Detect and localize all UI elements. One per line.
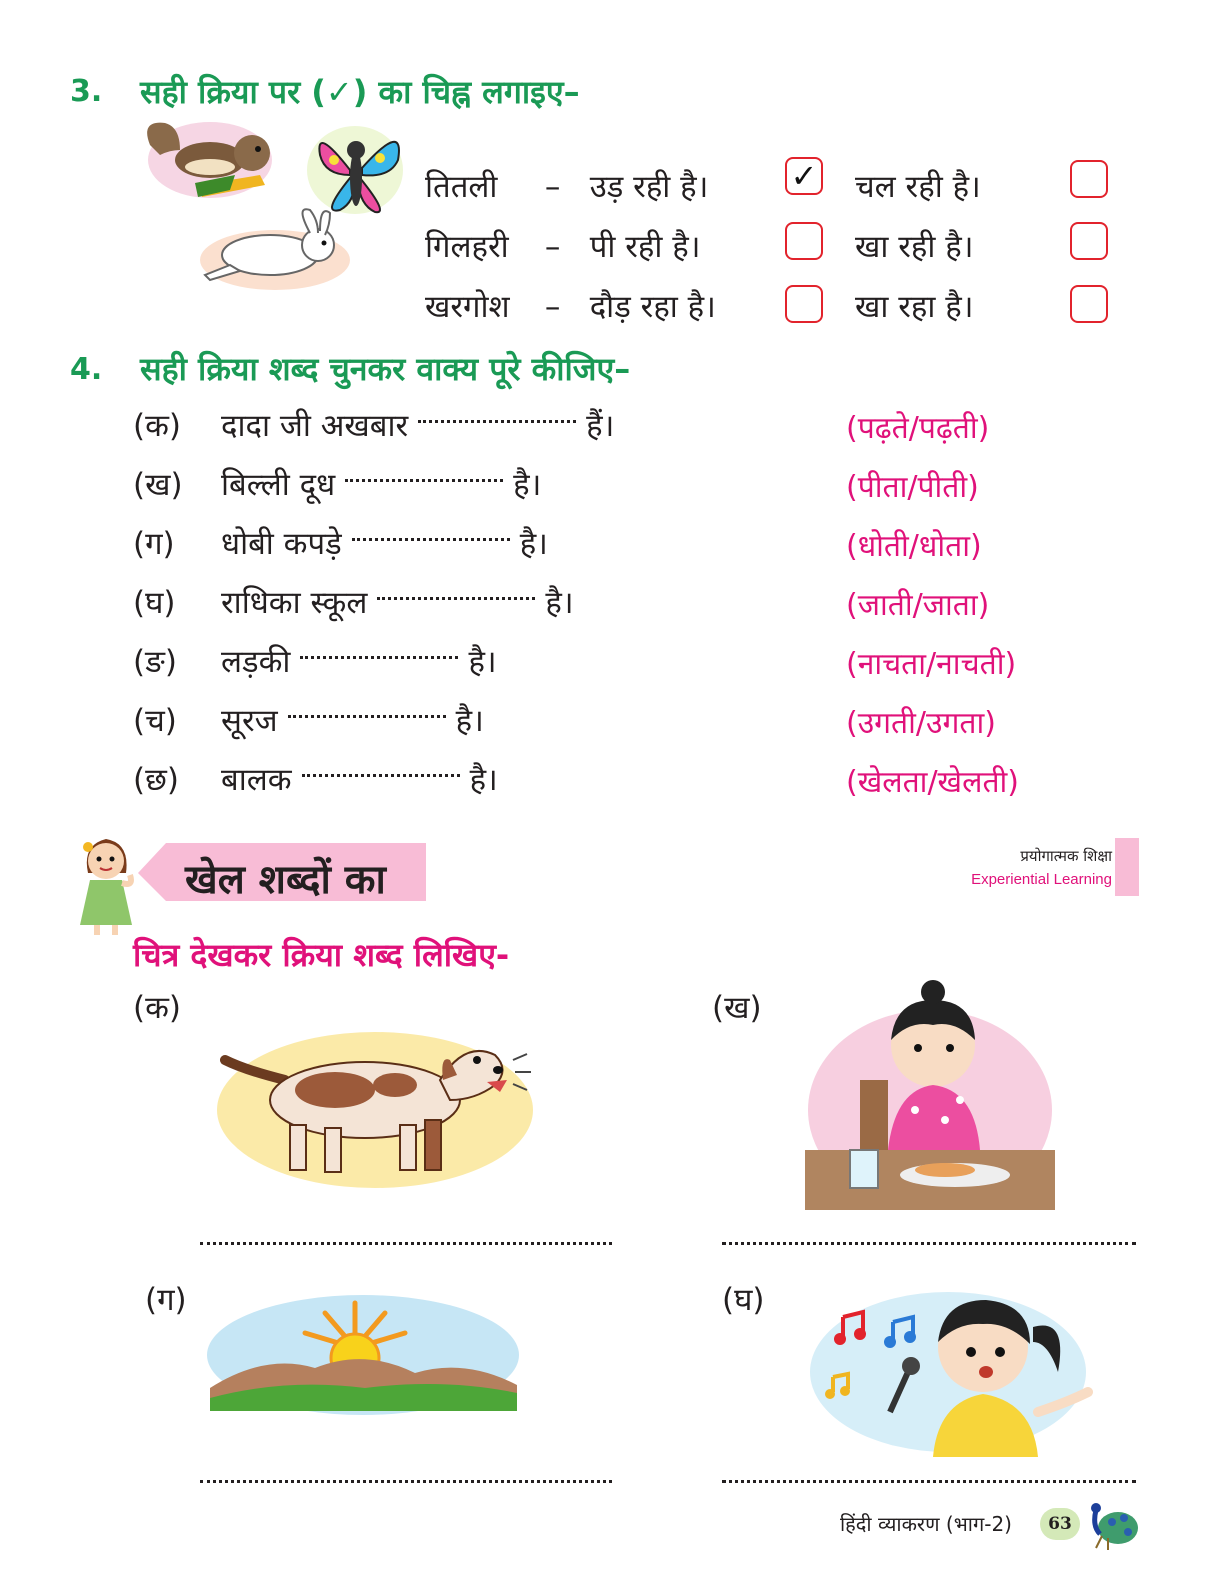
- q4-item-label: (ङ): [133, 644, 177, 680]
- q4-item-label: (क): [133, 408, 181, 444]
- q4-item: [133, 522, 548, 564]
- q4-number: 4.: [70, 352, 103, 387]
- q4-item-options: (पीता/पीती): [846, 470, 979, 505]
- q3-row-2: [425, 225, 700, 267]
- q4-item-end: है।: [519, 526, 548, 562]
- q3-checkbox-2b[interactable]: [1070, 222, 1108, 260]
- girl-eating-icon: [805, 980, 1055, 1215]
- q4-item-options: (नाचता/नाचती): [846, 647, 1017, 682]
- q4-item: [133, 404, 614, 446]
- q3-dash: –: [544, 169, 561, 205]
- q3-option-1: दौड़ रहा है।: [589, 289, 716, 325]
- q3-option-2: खा रही है।: [855, 229, 974, 265]
- q3-checkbox-1b[interactable]: [1070, 160, 1108, 198]
- q4-item: [133, 640, 497, 682]
- q4-item: [133, 581, 574, 623]
- answer-blank[interactable]: [300, 656, 458, 659]
- answer-blank[interactable]: [288, 715, 446, 718]
- girl-mascot-illustration: [68, 825, 143, 935]
- answer-blank[interactable]: [352, 538, 510, 541]
- q4-item-options: (पढ़ते/पढ़ती): [846, 411, 990, 446]
- q4-item-text: बिल्ली दूध: [221, 467, 336, 503]
- q3-option-2: चल रही है।: [855, 169, 981, 205]
- q3-subject: खरगोश: [425, 289, 510, 325]
- rabbit-icon: [200, 209, 350, 290]
- q4-item-end: हैं।: [586, 408, 615, 444]
- q4-item: [133, 463, 541, 505]
- q4-item: [133, 758, 498, 800]
- girl-singing-icon: [808, 1282, 1093, 1457]
- q4-item-end: है।: [545, 585, 574, 621]
- q4-item-end: है।: [469, 762, 498, 798]
- q4-item-text: धोबी कपड़े: [221, 526, 342, 562]
- q4-item-label: (छ): [133, 762, 179, 798]
- answer-line-1[interactable]: [200, 1242, 612, 1245]
- q3-subject: गिलहरी: [425, 229, 509, 265]
- answer-line-4[interactable]: [722, 1480, 1136, 1483]
- answer-blank[interactable]: [345, 479, 503, 482]
- q3-subject: तितली: [425, 169, 498, 205]
- q4-item: [133, 699, 484, 741]
- q3-checkbox-3a[interactable]: [785, 285, 823, 323]
- q3-option-1: उड़ रही है।: [589, 169, 709, 205]
- q4-item-text: सूरज: [221, 703, 278, 739]
- q4-item-label: (घ): [133, 585, 176, 621]
- picture-label: (घ): [722, 1282, 765, 1318]
- picture-label: (ख): [712, 990, 762, 1026]
- tag-hindi: प्रयोगात्मक शिक्षा: [1020, 847, 1112, 865]
- butterfly-icon: [307, 126, 403, 214]
- page-number: 63: [1040, 1508, 1080, 1540]
- answer-line-2[interactable]: [722, 1242, 1136, 1245]
- q4-item-end: है।: [513, 467, 542, 503]
- q4-title: सही क्रिया शब्द चुनकर वाक्य पूरे कीजिए–: [140, 350, 631, 388]
- q3-dash: –: [544, 229, 561, 265]
- q3-title: सही क्रिया पर (✓) का चिह्न लगाइए–: [140, 73, 580, 111]
- answer-blank[interactable]: [377, 597, 535, 600]
- sunrise-icon: [205, 1293, 520, 1418]
- q4-item-options: (खेलता/खेलती): [846, 765, 1020, 800]
- q4-item-options: (जाती/जाता): [846, 588, 990, 623]
- q4-item-text: राधिका स्कूल: [221, 585, 368, 621]
- q4-item-text: बालक: [221, 762, 292, 798]
- q4-item-label: (ख): [133, 467, 183, 503]
- q3-dash: –: [544, 289, 561, 325]
- answer-blank[interactable]: [418, 420, 576, 423]
- q3-option-1: पी रही है।: [589, 229, 701, 265]
- tag-english: Experiential Learning: [971, 871, 1112, 888]
- answer-blank[interactable]: [302, 774, 460, 777]
- q3-row-3: [425, 285, 716, 327]
- banner-title: खेल शब्दों का: [185, 857, 386, 903]
- animals-illustration: [140, 115, 415, 295]
- q4-item-text: दादा जी अखबार: [221, 408, 409, 444]
- peacock-icon: [1082, 1496, 1140, 1551]
- q3-row-1: [425, 165, 708, 207]
- picture-label: (ग): [145, 1282, 187, 1318]
- book-title: हिंदी व्याकरण (भाग-2): [840, 1512, 1012, 1536]
- q3-checkbox-1a[interactable]: ✓: [785, 157, 823, 195]
- answer-line-3[interactable]: [200, 1480, 612, 1483]
- activity-instruction: चित्र देखकर क्रिया शब्द लिखिए-: [133, 936, 510, 974]
- q4-item-text: लड़की: [221, 644, 291, 680]
- squirrel-icon: [147, 122, 272, 198]
- dog-barking-icon: [215, 1020, 540, 1190]
- q4-item-options: (धोती/धोता): [846, 529, 982, 564]
- q4-item-end: है।: [455, 703, 484, 739]
- q3-number: 3.: [70, 74, 103, 109]
- q4-item-label: (ग): [133, 526, 175, 562]
- q4-item-options: (उगती/उगता): [846, 706, 996, 741]
- q3-checkbox-2a[interactable]: [785, 222, 823, 260]
- q3-option-2: खा रहा है।: [855, 289, 974, 325]
- q3-checkbox-3b[interactable]: [1070, 285, 1108, 323]
- tag-bar: [1115, 838, 1139, 896]
- q4-item-end: है।: [468, 644, 497, 680]
- picture-label: (क): [133, 990, 181, 1026]
- q4-item-label: (च): [133, 703, 177, 739]
